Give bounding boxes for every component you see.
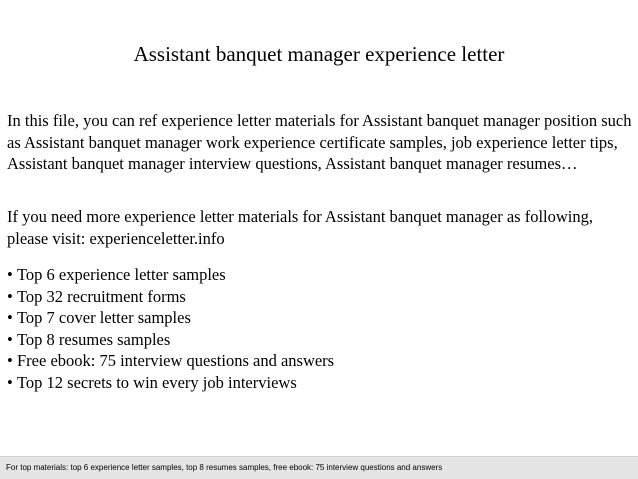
footer-text: For top materials: top 6 experience letter samples, top 8 resumes samples, free ebook: 75 interview questions and answers (6, 463, 443, 472)
bullet-mark: • (7, 308, 13, 327)
list-item (7, 264, 627, 286)
visit-paragraph: If you need more experience letter materials for Assistant banquet manager as following, please visit: experienceletter.info (7, 207, 593, 248)
list-item-text: Top 12 secrets to win every job interviews (17, 372, 297, 392)
bullet-mark: • (7, 351, 13, 370)
list-item (7, 307, 627, 329)
footer-bar (0, 456, 638, 479)
list-item (7, 329, 627, 351)
bullet-mark: • (7, 265, 13, 284)
list-item-text: Top 32 recruitment forms (17, 286, 186, 306)
list-item (7, 350, 627, 372)
page-title: Assistant banquet manager experience letter (133, 42, 505, 66)
bullet-mark: • (7, 286, 13, 306)
list-item-text: Top 8 resumes samples (17, 329, 171, 349)
list-item-text: Free ebook: 75 interview questions and answers (17, 351, 335, 370)
intro-paragraph: In this file, you can ref experience letter materials for Assistant banquet manager position such as Assistant banquet manager work experience certificate samples, job experience letter tips, Assistant banquet manager interview questions, Assistant banquet manager resumes… (7, 111, 632, 173)
materials-list (7, 264, 627, 393)
list-item-text: Top 7 cover letter samples (17, 308, 191, 327)
list-item-text: Top 6 experience letter samples (17, 265, 226, 284)
list-item (7, 286, 627, 308)
list-item (7, 372, 627, 394)
bullet-mark: • (7, 329, 13, 349)
bullet-mark: • (7, 372, 13, 392)
